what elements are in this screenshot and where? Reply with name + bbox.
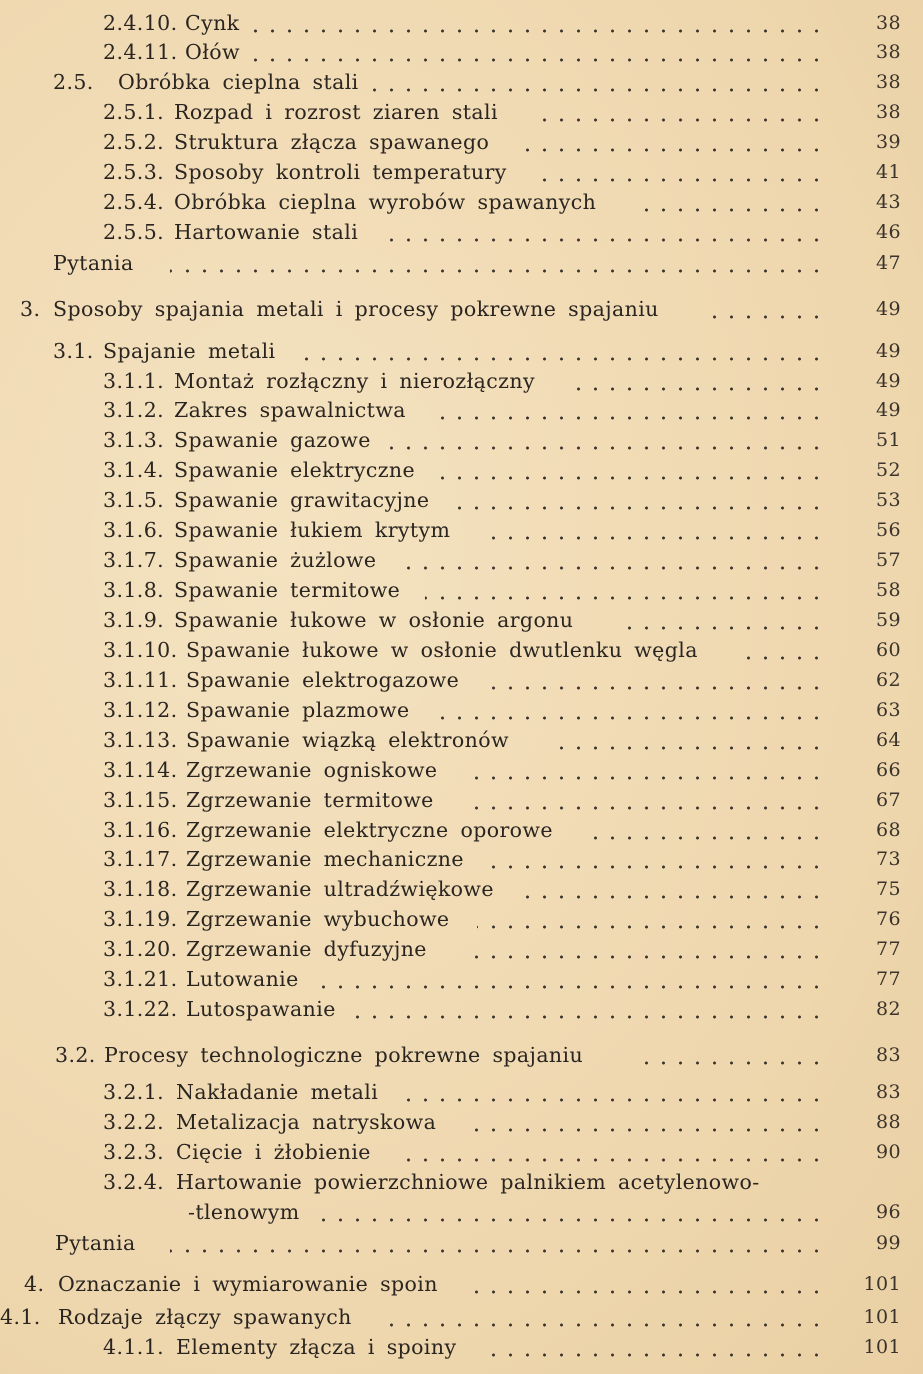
- toc-dot-leader: [632, 1040, 825, 1070]
- toc-entry: [0, 485, 923, 515]
- toc-entry-title: Obróbka cieplna stali: [118, 70, 359, 94]
- toc-entry: [0, 1269, 923, 1299]
- toc-entry-title: Spawanie żużlowe: [174, 548, 377, 572]
- toc-entry: [0, 127, 923, 157]
- toc-entry-title: Spawanie łukiem krytym: [174, 518, 451, 542]
- toc-entry-page: 58: [876, 579, 901, 601]
- toc-entry-number: 3.: [20, 297, 41, 321]
- toc-dot-leader: [455, 485, 825, 515]
- toc-entry-number: 2.5.: [53, 70, 94, 94]
- toc-entry-number: 3.1.18.: [103, 877, 178, 901]
- toc-entry-number: 3.1.1.: [103, 369, 165, 393]
- toc-dot-leader: [440, 455, 825, 485]
- toc-entry-number: 3.1.12.: [103, 698, 178, 722]
- toc-entry-page: 46: [876, 221, 901, 243]
- toc-entry-page: 90: [876, 1141, 901, 1163]
- toc-entry-title: Zgrzewanie elektryczne oporowe: [186, 818, 553, 842]
- toc-entry-number: 3.1.8.: [103, 578, 165, 602]
- toc-dot-leader: [526, 874, 825, 904]
- toc-entry-title: Spawanie łukowe w osłonie argonu: [174, 608, 574, 632]
- toc-entry: [0, 1197, 923, 1227]
- toc-entry-title: -tlenowym: [188, 1200, 300, 1224]
- toc-entry-number: 3.1.16.: [103, 818, 178, 842]
- toc-dot-leader: [492, 1332, 825, 1362]
- toc-entry-page: 77: [876, 938, 901, 960]
- toc-entry-title: Oznaczanie i wymiarowanie spoin: [58, 1272, 438, 1296]
- toc-entry-title: Zgrzewanie ultradźwiękowe: [186, 877, 494, 901]
- toc-entry: [0, 964, 923, 994]
- toc-dot-leader: [170, 248, 825, 278]
- toc-entry-number: 3.1.10.: [103, 638, 178, 662]
- toc-entry-title: Procesy technologiczne pokrewne spajaniu: [104, 1043, 584, 1067]
- toc-entry-number: 3.1.9.: [103, 608, 165, 632]
- toc-entry-number: 3.2.1.: [103, 1080, 165, 1104]
- toc-dot-leader: [567, 366, 825, 396]
- toc-entry-title: Zgrzewanie wybuchowe: [186, 907, 450, 931]
- toc-entry-page: 38: [876, 71, 901, 93]
- toc-entry: [0, 755, 923, 785]
- toc-entry-title: Zgrzewanie termitowe: [186, 788, 434, 812]
- toc-dot-leader: [520, 127, 825, 157]
- toc-entry-title: Zgrzewanie mechaniczne: [186, 847, 464, 871]
- toc-entry-number: 3.1.3.: [103, 428, 165, 452]
- toc-entry-title: Ołów: [185, 40, 240, 64]
- toc-entry-number: 2.4.11.: [103, 40, 178, 64]
- toc-entry-title: Metalizacja natryskowa: [176, 1110, 437, 1134]
- toc-entry-number: 3.1.22.: [103, 997, 178, 1021]
- toc-entry: [0, 1137, 923, 1167]
- toc-dot-leader: [530, 157, 825, 187]
- toc-dot-leader: [467, 1107, 825, 1137]
- toc-entry-title: Spawanie termitowe: [174, 578, 401, 602]
- toc-entry: [0, 187, 923, 217]
- toc-entry-number: 3.1.11.: [103, 668, 178, 692]
- toc-entry-title: Hartowanie powierzchniowe palnikiem acetylenowo-: [176, 1170, 760, 1194]
- toc-entry: [0, 8, 923, 38]
- toc-dot-leader: [368, 67, 825, 97]
- toc-entry-page: 66: [876, 759, 901, 781]
- toc-entry-number: 3.1.19.: [103, 907, 178, 931]
- toc-entry-title: Nakładanie metali: [176, 1080, 379, 1104]
- toc-entry-page: 52: [876, 459, 901, 481]
- toc-entry-title: Hartowanie stali: [174, 220, 359, 244]
- toc-dot-leader: [586, 815, 825, 845]
- toc-entry-page: 41: [876, 161, 901, 183]
- toc-entry-title: Rodzaje złączy spawanych: [58, 1305, 352, 1329]
- toc-entry-title: Zgrzewanie dyfuzyjne: [186, 937, 427, 961]
- toc-dot-leader: [352, 994, 825, 1024]
- toc-entry: [0, 994, 923, 1024]
- toc-entry-page: 51: [876, 429, 901, 451]
- toc-entry-title: Spajanie metali: [103, 339, 276, 363]
- toc-entry: [0, 785, 923, 815]
- toc-entry: [0, 515, 923, 545]
- toc-entry-title: Spawanie elektryczne: [174, 458, 416, 482]
- toc-dot-leader: [546, 725, 825, 755]
- toc-dot-leader: [477, 904, 825, 934]
- toc-entry-page: 63: [876, 699, 901, 721]
- toc-dot-leader: [425, 575, 825, 605]
- toc-entry-number: 2.5.4.: [103, 190, 165, 214]
- toc-entry-page: 57: [876, 549, 901, 571]
- toc-entry-number: 3.2.4.: [103, 1170, 165, 1194]
- toc-entry: [0, 1077, 923, 1107]
- toc-entry: [0, 1228, 923, 1258]
- toc-entry-title: Obróbka cieplna wyrobów spawanych: [174, 190, 597, 214]
- toc-entry: [0, 605, 923, 635]
- toc-entry: [0, 1107, 923, 1137]
- toc-entry: [0, 248, 923, 278]
- toc-entry: [0, 904, 923, 934]
- toc-entry: [0, 635, 923, 665]
- toc-dot-leader: [400, 545, 825, 575]
- toc-entry-title: Sposoby kontroli temperatury: [174, 160, 507, 184]
- toc-dot-leader: [400, 1077, 825, 1107]
- toc-dot-leader: [488, 844, 825, 874]
- toc-entry-page: 82: [876, 998, 901, 1020]
- toc-dot-leader: [390, 425, 825, 455]
- toc-entry-title: Lutowanie: [186, 967, 299, 991]
- toc-entry-number: 4.: [24, 1272, 45, 1296]
- toc-entry: [0, 455, 923, 485]
- toc-dot-leader: [250, 37, 825, 67]
- toc-entry-title: Spawanie elektrogazowe: [186, 668, 460, 692]
- toc-entry-page: 101: [863, 1306, 901, 1328]
- toc-entry-title: Spawanie wiązką elektronów: [186, 728, 509, 752]
- toc-entry-page: 101: [863, 1336, 901, 1358]
- toc-entry-number: 3.1.2.: [103, 398, 165, 422]
- toc-entry: [0, 37, 923, 67]
- toc-entry-page: 56: [876, 519, 901, 541]
- toc-entry: [0, 425, 923, 455]
- toc-entry-page: 96: [876, 1201, 901, 1223]
- toc-dot-leader: [617, 605, 825, 635]
- toc-entry-page: 39: [876, 131, 901, 153]
- toc-entry-title: Spawanie łukowe w osłonie dwutlenku węgla: [186, 638, 698, 662]
- toc-dot-leader: [170, 1228, 825, 1258]
- toc-entry-title: Struktura złącza spawanego: [174, 130, 490, 154]
- toc-dot-leader: [385, 217, 825, 247]
- toc-dot-leader: [310, 1197, 825, 1227]
- toc-entry-page: 83: [876, 1081, 901, 1103]
- toc-entry: [0, 545, 923, 575]
- toc-entry-page: 75: [876, 878, 901, 900]
- toc-dot-leader: [250, 8, 825, 38]
- toc-entry: [0, 97, 923, 127]
- toc-entry-title: Rozpad i rozrost ziaren stali: [174, 100, 498, 124]
- toc-dot-leader: [490, 515, 825, 545]
- toc-dot-leader: [465, 755, 825, 785]
- toc-entry-number: 3.1.4.: [103, 458, 165, 482]
- toc-dot-leader: [463, 934, 825, 964]
- toc-entry: [0, 294, 923, 324]
- toc-entry: [0, 1040, 923, 1070]
- toc-dot-leader: [378, 1302, 825, 1332]
- toc-dot-leader: [635, 187, 825, 217]
- toc-entry-title: Spawanie grawitacyjne: [174, 488, 430, 512]
- toc-dot-leader: [440, 695, 825, 725]
- toc-entry-number: 2.5.1.: [103, 100, 165, 124]
- toc-entry-number: 3.2.3.: [103, 1140, 165, 1164]
- toc-entry-title: Pytania: [53, 251, 134, 275]
- toc-entry: [0, 1332, 923, 1362]
- toc-entry-page: 43: [876, 191, 901, 213]
- toc-entry-page: 49: [876, 340, 901, 362]
- toc-entry-page: 73: [876, 848, 901, 870]
- toc-entry-page: 83: [876, 1044, 901, 1066]
- toc-entry-number: 3.1.13.: [103, 728, 178, 752]
- toc-entry-page: 68: [876, 819, 901, 841]
- toc-entry: [0, 844, 923, 874]
- toc-entry-page: 62: [876, 669, 901, 691]
- toc-entry-number: 3.2.2.: [103, 1110, 165, 1134]
- toc-dot-leader: [315, 964, 825, 994]
- toc-entry-number: 4.1.: [0, 1305, 41, 1329]
- toc-entry-number: 3.1.21.: [103, 967, 178, 991]
- toc-entry-number: 3.1.17.: [103, 847, 178, 871]
- toc-dot-leader: [480, 665, 825, 695]
- toc-entry-title: Zakres spawalnictwa: [174, 398, 406, 422]
- toc-entry-number: 3.1.14.: [103, 758, 178, 782]
- toc-entry: [0, 815, 923, 845]
- toc-dot-leader: [710, 294, 825, 324]
- toc-entry-title: Spawanie gazowe: [174, 428, 371, 452]
- toc-dot-leader: [745, 635, 825, 665]
- toc-dot-leader: [535, 97, 825, 127]
- toc-entry: [0, 575, 923, 605]
- toc-entry-number: 3.1.5.: [103, 488, 165, 512]
- toc-entry: [0, 336, 923, 366]
- toc-dot-leader: [470, 1269, 825, 1299]
- toc-entry-page: 38: [876, 41, 901, 63]
- toc-entry-title: Montaż rozłączny i nierozłączny: [174, 369, 535, 393]
- toc-entry-number: 2.5.3.: [103, 160, 165, 184]
- toc-entry-page: 67: [876, 789, 901, 811]
- toc-entry-number: 2.4.10.: [103, 11, 178, 35]
- toc-dot-leader: [292, 336, 825, 366]
- toc-entry-page: 101: [863, 1273, 901, 1295]
- toc-entry-page: 38: [876, 101, 901, 123]
- toc-entry-page: 60: [876, 639, 901, 661]
- toc-entry-title: Pytania: [55, 1231, 136, 1255]
- toc-entry-number: 4.1.1.: [103, 1335, 165, 1359]
- toc-entry: [0, 395, 923, 425]
- toc-entry-page: 64: [876, 729, 901, 751]
- toc-entry-title: Cięcie i żłobienie: [176, 1140, 371, 1164]
- toc-entry-number: 3.1.: [53, 339, 94, 363]
- toc-entry-number: 3.1.15.: [103, 788, 178, 812]
- toc-entry-title: Spawanie plazmowe: [186, 698, 410, 722]
- toc-entry-number: 3.2.: [55, 1043, 96, 1067]
- toc-entry: [0, 725, 923, 755]
- toc-entry-page: 88: [876, 1111, 901, 1133]
- toc-dot-leader: [395, 1137, 825, 1167]
- toc-entry-page: 49: [876, 399, 901, 421]
- toc-entry: [0, 217, 923, 247]
- toc-entry-number: 2.5.5.: [103, 220, 165, 244]
- toc-entry-number: 3.1.6.: [103, 518, 165, 542]
- toc-entry-number: 3.1.20.: [103, 937, 178, 961]
- toc-entry-title: Elementy złącza i spoiny: [176, 1335, 457, 1359]
- toc-entry-page: 77: [876, 968, 901, 990]
- toc-entry: [0, 1167, 923, 1197]
- toc-entry: [0, 157, 923, 187]
- toc-entry-page: 76: [876, 908, 901, 930]
- toc-entry: [0, 366, 923, 396]
- toc-entry-title: Sposoby spajania metali i procesy pokrewne spajaniu: [53, 297, 659, 321]
- toc-entry: [0, 695, 923, 725]
- toc-entry-page: 49: [876, 370, 901, 392]
- toc-entry-number: 2.5.2.: [103, 130, 165, 154]
- toc-dot-leader: [462, 785, 825, 815]
- toc-entry-title: Cynk: [185, 11, 240, 35]
- toc-entry-page: 38: [876, 12, 901, 34]
- toc-entry-title: Zgrzewanie ogniskowe: [186, 758, 438, 782]
- toc-entry-page: 47: [876, 252, 901, 274]
- toc-entry: [0, 1302, 923, 1332]
- toc-entry: [0, 874, 923, 904]
- toc-entry: [0, 665, 923, 695]
- toc-entry-page: 53: [876, 489, 901, 511]
- toc-entry: [0, 934, 923, 964]
- toc-dot-leader: [430, 395, 825, 425]
- toc-entry-page: 49: [876, 298, 901, 320]
- toc-entry-page: 59: [876, 609, 901, 631]
- toc-entry-number: 3.1.7.: [103, 548, 165, 572]
- toc-entry: [0, 67, 923, 97]
- toc-entry-page: 99: [876, 1232, 901, 1254]
- toc-entry-title: Lutospawanie: [186, 997, 336, 1021]
